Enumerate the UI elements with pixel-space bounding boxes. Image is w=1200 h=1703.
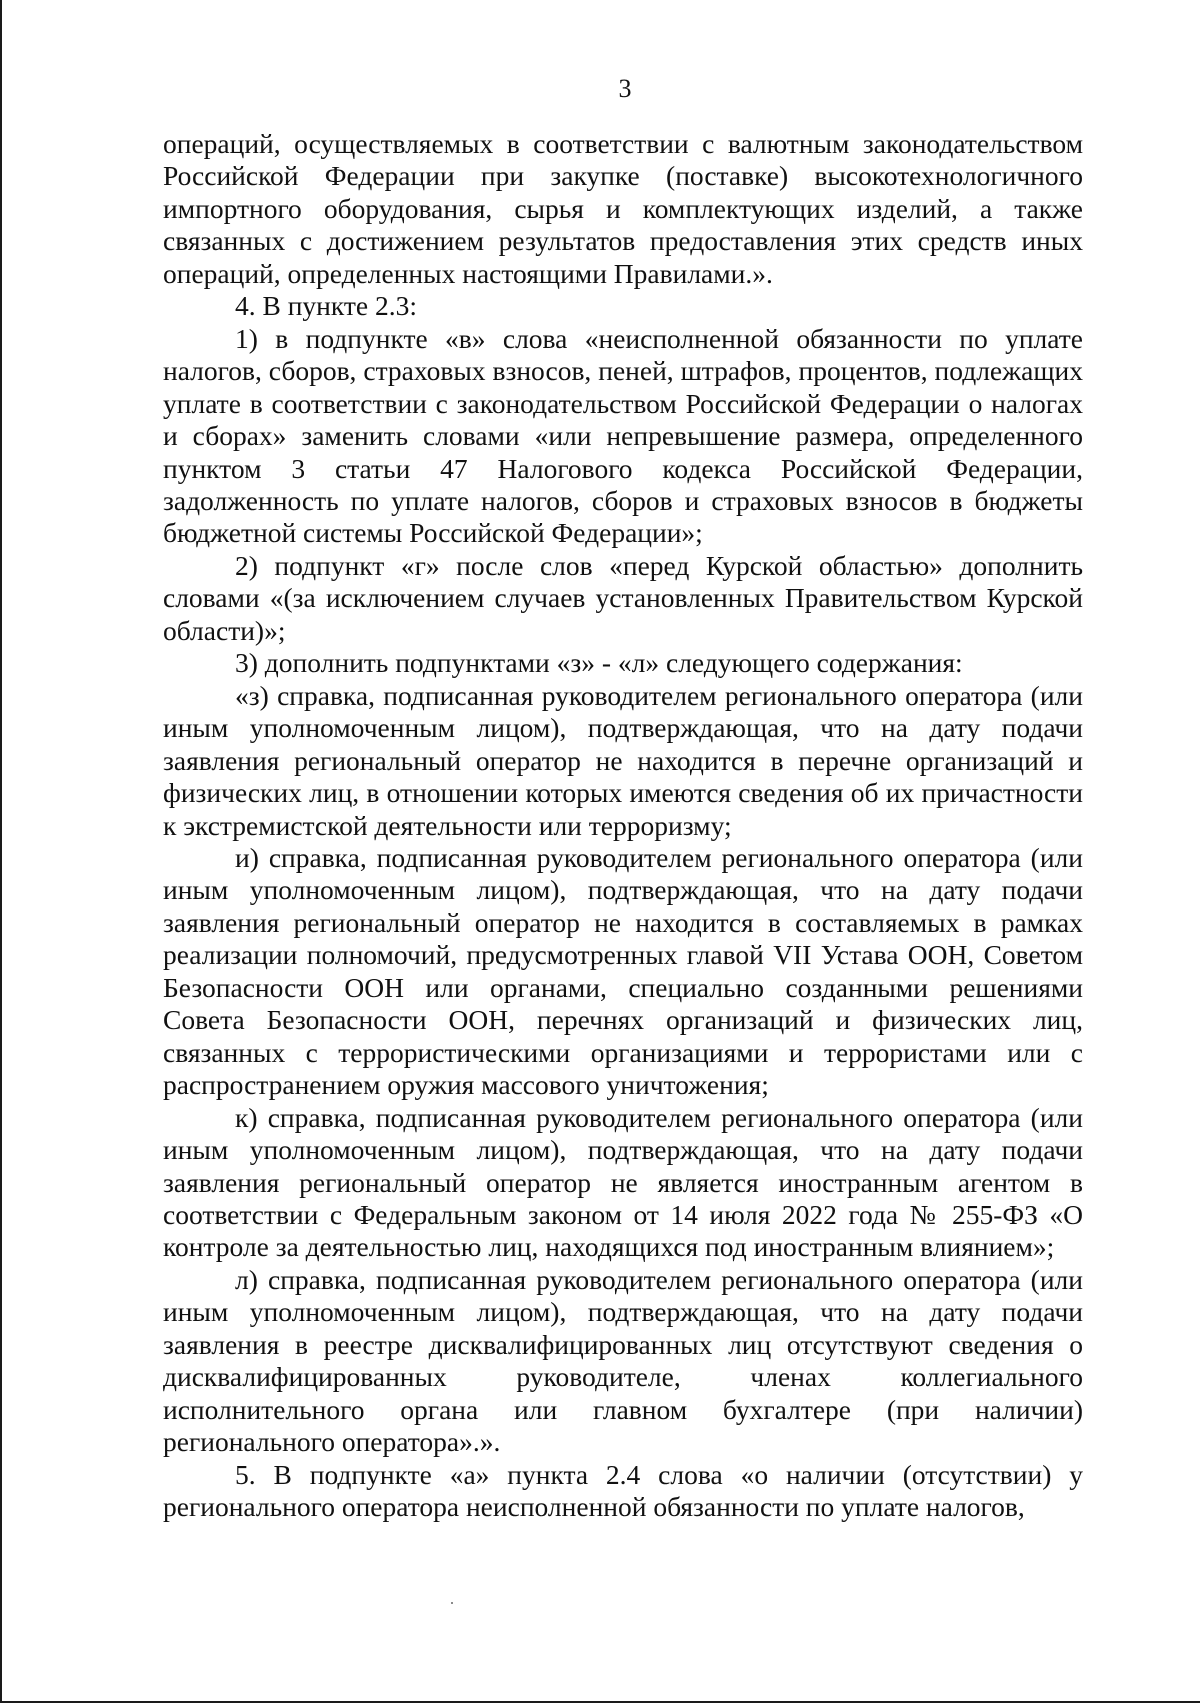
paragraph-subitem-i: и) справка, подписанная руководителем регионального оператора (или иным уполномоченным лицом), подтверждающая, что на дату подачи заявления региональный оператор не находится в составляемых в рамках реализации полномочий, предусмотренных главой VII Устава ООН, Советом Безопасности ООН или органами, специально созданными решениями Совета Безопасности ООН, перечнях организаций и физических лиц, связанных с террористическими организациями и террористами или с распространением оружия массового уничтожения; [163,841,1083,1101]
document-body [163,128,1083,1523]
paragraph-item-4: 4. В пункте 2.3: [235,290,418,322]
paragraph-subitem-z: «з) справка, подписанная руководителем регионального оператора (или иным уполномоченным лицом), подтверждающая, что на дату подачи заявления региональный оператор не находится в перечне организаций и физических лиц, в отношении которых имеются сведения об их причастности к экстремистской деятельности или терроризму; [163,679,1083,841]
paragraph-subitem-l: л) справка, подписанная руководителем регионального оператора (или иным уполномоченным лицом), подтверждающая, что на дату подачи заявления в реестре дисквалифицированных лиц отсутствуют сведения о дисквалифицированных руководителе, членах коллегиального исполнительного органа или главном бухгалтере (при наличии) регионального оператора».». [163,1263,1083,1458]
page-number: 3 [618,74,632,103]
paragraph-item-5: 5. В подпункте «а» пункта 2.4 слова «о наличии (отсутствии) у регионального оператора неисполненной обязанности по уплате налогов, [163,1458,1083,1523]
scan-edge-left [0,0,2,1703]
paragraph-continuation: операций, осуществляемых в соответствии с валютным законодательством Российской Федерации при закупке (поставке) высокотехнологичного импортного оборудования, сырья и комплектующих изделий, а также связанных с достижением результатов предоставления этих средств иных операций, определенных настоящими Правилами.». [163,128,1083,289]
scan-speck [451,1602,453,1604]
paragraph-subitem-k: к) справка, подписанная руководителем регионального оператора (или иным уполномоченным лицом), подтверждающая, что на дату подачи заявления региональный оператор не является иностранным агентом в соответствии с Федеральным законом от 14 июля 2022 года № 255-ФЗ «О контроле за деятельностью лиц, находящихся под иностранным влиянием»; [163,1101,1083,1263]
paragraph-subitem-1: 1) в подпункте «в» слова «неисполненной обязанности по уплате налогов, сборов, страховых взносов, пеней, штрафов, процентов, подлежащих уплате в соответствии с законодательством Российской Федерации о налогах и сборах» заменить словами «или непревышение размера, определенного пунктом 3 статьи 47 Налогового кодекса Российской Федерации, задолженность по уплате налогов, сборов и страховых взносов в бюджеты бюджетной системы Российской Федерации»; [163,322,1083,549]
paragraph-subitem-3: 3) дополнить подпунктами «з» - «л» следующего содержания: [235,647,963,679]
paragraph-subitem-2: 2) подпункт «г» после слов «перед Курской областью» дополнить словами «(за исключением случаев установленных Правительством Курской области)»; [163,549,1083,646]
